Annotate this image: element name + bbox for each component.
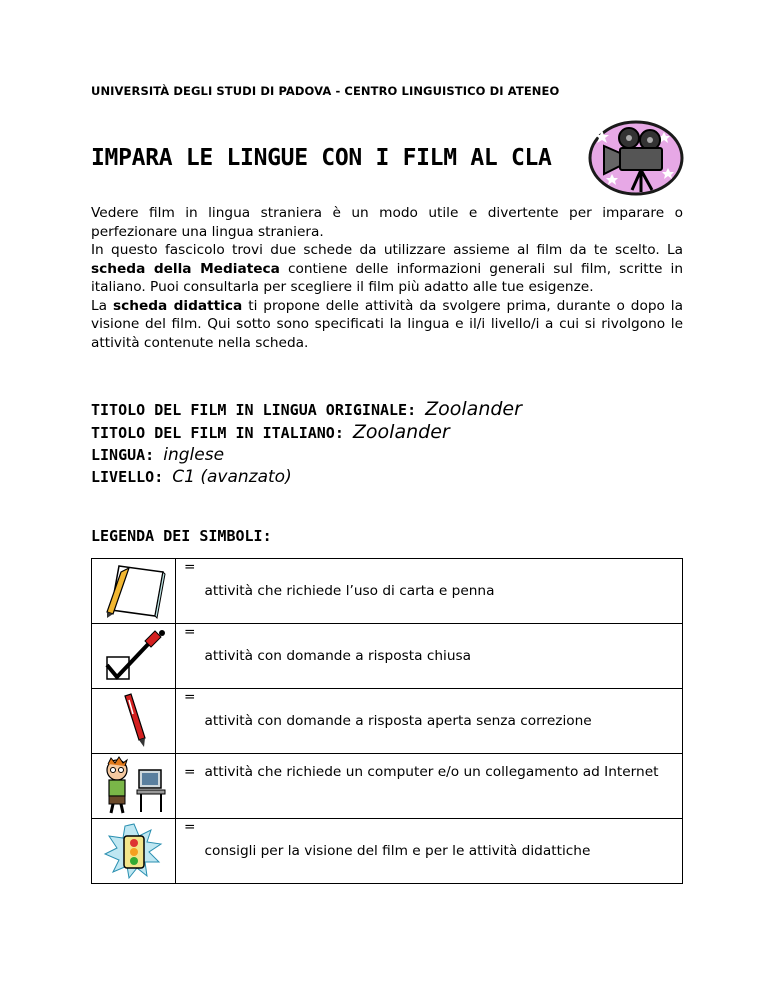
language-row <box>91 444 522 466</box>
person-computer-icon <box>99 756 169 816</box>
legend-row <box>92 753 682 818</box>
legend-row <box>92 559 682 623</box>
equals-sign: = <box>184 764 196 780</box>
legend-icon-cell <box>92 559 176 623</box>
legend-text: attività con domande a risposta aperta senza correzione <box>204 712 592 729</box>
original-title-row <box>91 398 522 421</box>
italian-title-value: Zoolander <box>352 421 450 443</box>
intro-text-span: contiene delle informazioni generali sul film, scritte in italiano. Puoi consultarla per scegliere il film più adatto alle tue esigenze. <box>91 260 683 295</box>
italian-title-label: TITOLO DEL FILM IN ITALIANO: <box>91 424 353 442</box>
legend-desc <box>176 754 682 818</box>
intro-paragraph-1: Vedere film in lingua straniera è un modo utile e divertente per imparare o perfezionare una lingua straniera. <box>91 205 683 240</box>
equals-sign: = <box>184 624 196 640</box>
intro-text-span: La <box>91 297 113 314</box>
italian-title-row <box>91 421 522 444</box>
legend-desc <box>176 559 682 623</box>
intro-text <box>91 204 683 352</box>
legend-desc <box>176 819 682 883</box>
original-title-label: TITOLO DEL FILM IN LINGUA ORIGINALE: <box>91 401 426 419</box>
level-value: C1 (avanzato) <box>172 467 292 487</box>
checkmark-pen-icon <box>99 627 169 685</box>
equals-sign: = <box>184 559 196 575</box>
intro-text-span: In questo fascicolo trovi due schede da utilizzare assieme al film da te scelto. La <box>91 242 683 258</box>
traffic-light-icon <box>99 822 169 880</box>
language-value: inglese <box>163 445 225 465</box>
legend-text: attività con domande a risposta chiusa <box>204 647 472 664</box>
notepad-pencil-icon <box>99 562 169 620</box>
equals-sign: = <box>184 819 196 835</box>
legend-icon-cell <box>92 819 176 883</box>
legend-icon-cell <box>92 689 176 753</box>
scheda-didattica-term: scheda didattica <box>112 297 243 314</box>
red-pen-icon <box>99 692 169 750</box>
film-info <box>91 398 522 488</box>
university-header: UNIVERSITÀ DEGLI STUDI DI PADOVA - CENTRO LINGUISTICO DI ATENEO <box>91 84 560 98</box>
legend-text: attività che richiede l’uso di carta e penna <box>204 582 495 599</box>
movie-camera-icon <box>584 118 684 198</box>
intro-paragraph-3 <box>91 297 683 353</box>
legend-row <box>92 688 682 753</box>
legend-desc <box>176 689 682 753</box>
legend-text: consigli per la visione del film e per le attività didattiche <box>204 842 591 859</box>
legend-row <box>92 623 682 688</box>
page-title: IMPARA LE LINGUE CON I FILM AL CLA <box>91 145 552 171</box>
legend-table <box>91 558 683 884</box>
legend-desc <box>176 624 682 688</box>
legend-text: attività che richiede un computer e/o un collegamento ad Internet <box>204 764 659 780</box>
legend-title: LEGENDA DEI SIMBOLI: <box>91 527 272 545</box>
original-title-value: Zoolander <box>425 398 522 420</box>
equals-sign: = <box>184 689 196 705</box>
legend-icon-cell <box>92 624 176 688</box>
scheda-mediateca-term: scheda della Mediateca <box>91 260 280 277</box>
legend-row <box>92 818 682 883</box>
level-label: LIVELLO: <box>91 468 173 486</box>
level-row <box>91 466 522 488</box>
legend-icon-cell <box>92 754 176 818</box>
intro-text-span: ti propone delle attività da svolgere prima, durante o dopo la visione del film. Qui sotto sono specificati la lingua e il/i livello/i a cui si rivolgono le attività contenute nella scheda. <box>91 297 683 351</box>
intro-paragraph-2 <box>91 241 683 297</box>
language-label: LINGUA: <box>91 446 164 464</box>
